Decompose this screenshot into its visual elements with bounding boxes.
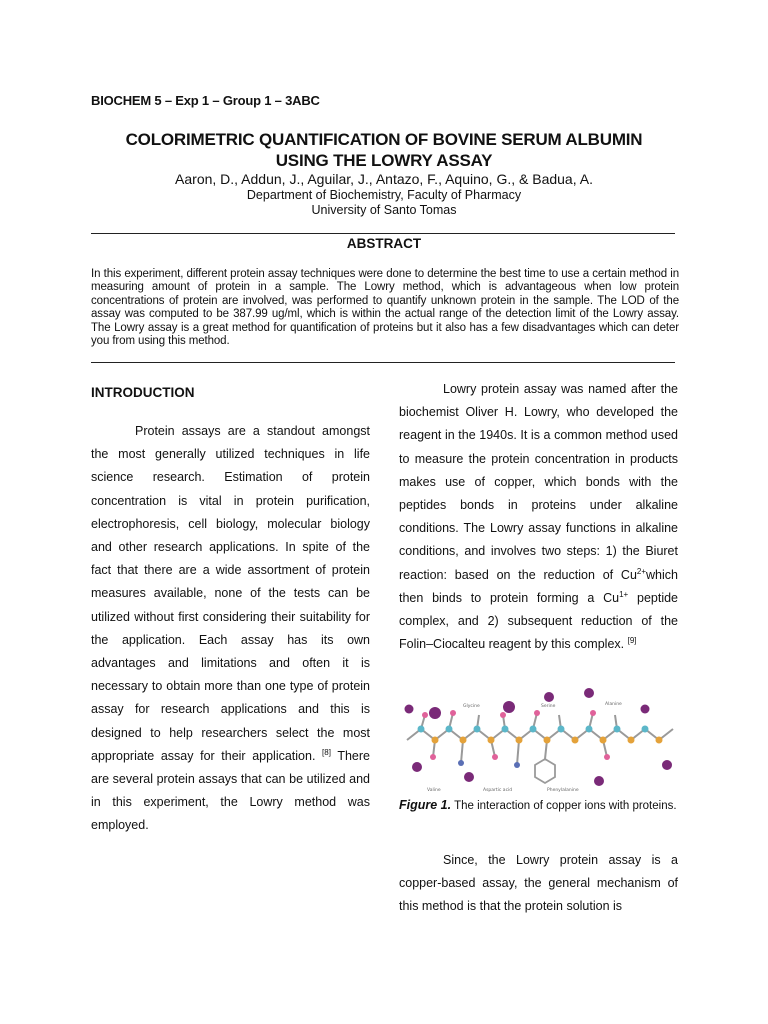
label-alanine: Alanine [605,702,622,707]
introduction-heading: INTRODUCTION [91,385,195,400]
phenylalanine-ring [535,759,555,783]
label-glycine: Glycine [463,704,480,709]
column-2-body [399,378,678,656]
lowry-text-c: peptide complex, and 2) subsequent reduction of the Folin–Ciocalteu reagent by this complex. [399,590,678,652]
abstract-text: In this experiment, different protein assay techniques were done to determine the best time to use a certain method in measuring amount of protein in a sample. The Lowry method, which is advantageous when low protein concentrations of protein are involved, was performed to quantify unknown protein in the sample. The LOD of the assay was computed to be 387.99 ug/ml, which is within the actual range of the detection limit of the Lowry assay. The Lowry assay is a great method for quantification of proteins but it also has a few disadvantages which can deter you from using this method. [91,268,679,348]
mechanism-paragraph-container [399,849,678,919]
label-aspartic-acid: Aspartic acid [483,788,513,793]
title-line-1: COLORIMETRIC QUANTIFICATION OF BOVINE SERUM ALBUMIN [125,130,643,149]
lowry-text-b: which then binds to protein forming a Cu [399,567,678,605]
course-header: BIOCHEM 5 – Exp 1 – Group 1 – 3ABC [91,93,320,108]
author-list: Aaron, D., Addun, J., Aguilar, J., Antazo, F., Aquino, G., & Badua, A. [175,171,593,187]
figure-caption [399,795,678,817]
label-phenylalanine: Phenylalanine [547,788,579,793]
label-valine: Valine [427,788,441,793]
label-serine: Serine [541,704,556,709]
mechanism-paragraph: Since, the Lowry protein assay is a copper-based assay, the general mechanism of this method is that the protein solution is [399,853,678,914]
introduction-body [91,420,370,838]
superscript-cu1: 1+ [619,589,629,599]
figure-caption-body: The interaction of copper ions with proteins. [454,800,677,812]
paper-title [80,129,688,171]
lowry-paragraph [399,378,678,656]
citation-ref: [8] [322,747,331,757]
title-line-2: USING THE LOWRY ASSAY [275,151,493,170]
divider-top [91,233,675,234]
intro-text-2: There are several protein assays that can be utilized and in this experiment, the Lowry method was employed. [91,748,370,833]
intro-text-1: Protein assays are a standout amongst the most generally utilized techniques in life science research. Estimation of protein concentration is vital in protein purification, electrophoresis, cell biology, molecular biology and other research applications. In spite of the fact that there are a wide assortment of protein measures available, none of the tests can be utilized without first considering their suitability for the application. Each assay has its own advantages and limitations and often it is necessary to obtain more than one type of protein assay for research applications and this is designed to help researchers select the most appropriate assay for their application. [91,424,370,763]
figure-1-illustration [399,685,681,793]
figure-label: Figure 1. [399,798,452,812]
university: University of Santo Tomas [311,203,457,217]
introduction-paragraph [91,420,370,838]
department: Department of Biochemistry, Faculty of Pharmacy [246,188,522,202]
abstract-heading: ABSTRACT [346,236,422,251]
divider-bottom [91,362,675,363]
superscript-cu2: 2+ [636,566,647,576]
atoms [418,710,663,768]
affiliation [80,188,688,218]
citation-ref: [9] [627,636,637,646]
figure-caption-text [399,795,678,817]
lowry-text-a: Lowry protein assay was named after the biochemist Oliver H. Lowry, who developed the reagent in the 1940s. It is a common method used to measure the protein concentration in products makes use of copper, which bonds with the peptides bonds in proteins under alkaline conditions. The Lowry assay functions in alkaline conditions, and involves two steps: 1) the Biuret reaction: based on the reduction of Cu [399,382,678,582]
